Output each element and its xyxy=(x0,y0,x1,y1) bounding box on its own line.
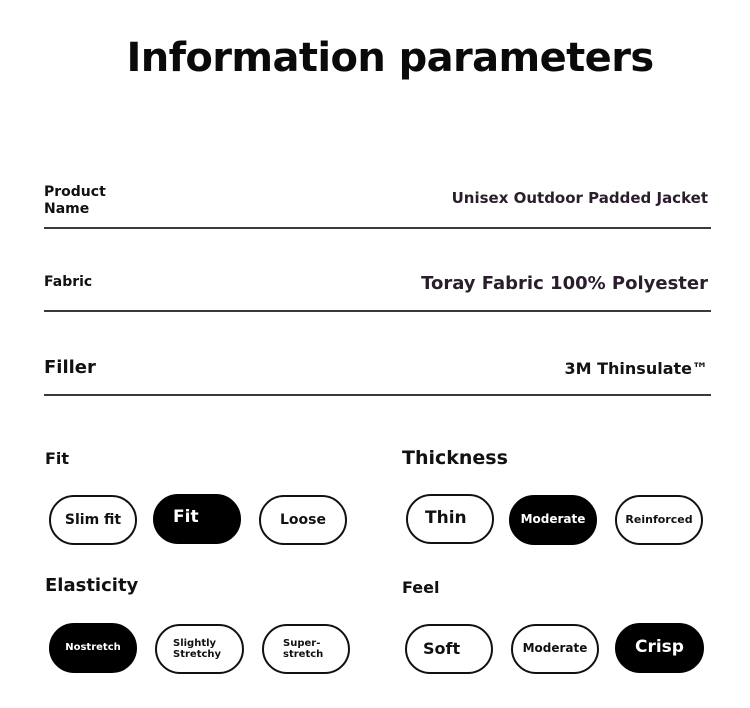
thickness-option-thin: Thin xyxy=(406,494,494,544)
feel-option-crisp: Crisp xyxy=(615,623,704,673)
thickness-title: Thickness xyxy=(402,447,508,469)
fit-option-fit: Fit xyxy=(153,494,241,544)
feel-option-soft: Soft xyxy=(405,624,493,674)
info-row-filler xyxy=(44,355,711,396)
thickness-option-reinforced: Reinforced xyxy=(615,495,703,545)
feel-option-moderate: Moderate xyxy=(511,624,599,674)
feel-title: Feel xyxy=(402,578,440,597)
elasticity-option-slightly-stretchy: Slightly Stretchy xyxy=(155,624,244,674)
info-row-label: Filler xyxy=(44,357,96,378)
info-row-product-name xyxy=(44,183,711,229)
elasticity-title: Elasticity xyxy=(45,575,139,596)
info-row-value: Toray Fabric 100% Polyester xyxy=(421,273,708,294)
info-row-fabric xyxy=(44,270,711,312)
elasticity-option-super-stretch: Super-stretch xyxy=(262,624,350,674)
thickness-option-moderate: Moderate xyxy=(509,495,597,545)
info-row-label: Product Name xyxy=(44,184,106,217)
page-title: Information parameters xyxy=(126,35,654,81)
elasticity-option-nostretch: Nostretch xyxy=(49,623,137,673)
info-row-value: Unisex Outdoor Padded Jacket xyxy=(451,189,708,207)
info-row-value: 3M Thinsulate™ xyxy=(564,359,708,378)
info-row-label: Fabric xyxy=(44,274,93,290)
fit-option-loose: Loose xyxy=(259,495,347,545)
fit-title: Fit xyxy=(45,449,70,468)
fit-option-slim-fit: Slim fit xyxy=(49,495,137,545)
